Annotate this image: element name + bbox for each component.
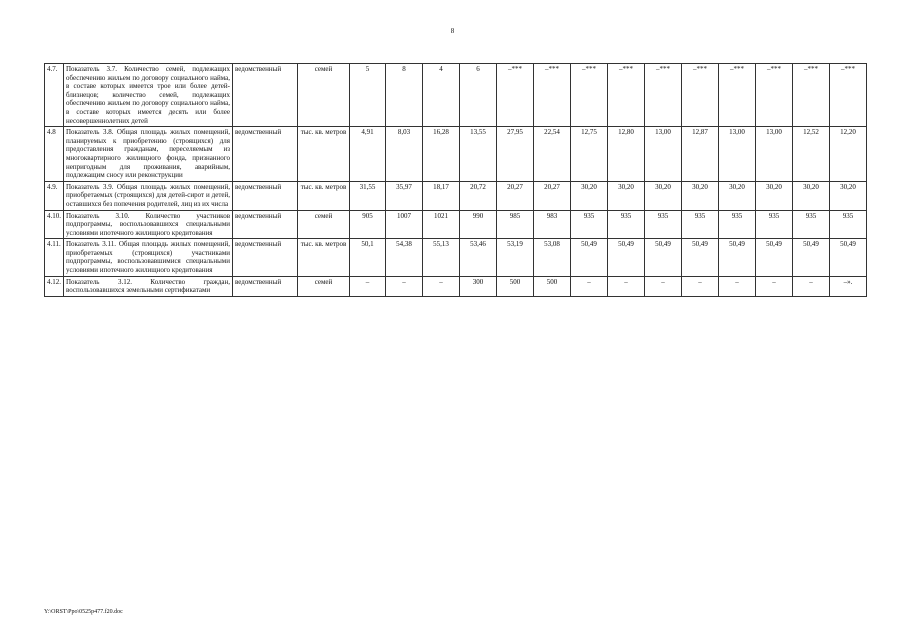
unit-of-measure: тыс. кв. метров	[298, 181, 350, 210]
table-row	[45, 64, 867, 127]
indicators-table	[44, 63, 867, 297]
year-value: –	[350, 276, 386, 296]
year-value: –	[719, 276, 756, 296]
data-source: ведомственный	[233, 64, 298, 127]
year-value: 20,72	[460, 181, 497, 210]
year-value: 13,00	[645, 127, 682, 182]
year-value: 20,27	[497, 181, 534, 210]
year-value: 500	[497, 276, 534, 296]
indicator-description: Показатель 3.11. Общая площадь жилых помещений, приобретаемых (строящихся) участниками подпрограммы, воспользовавшимися специальными условиями ипотечного жилищного кредитования	[64, 239, 233, 276]
year-value: –	[756, 276, 793, 296]
year-value: –***	[497, 64, 534, 127]
table-row	[45, 210, 867, 239]
year-value: 13,55	[460, 127, 497, 182]
year-value: 4,91	[350, 127, 386, 182]
table-row	[45, 239, 867, 276]
year-value: 50,49	[645, 239, 682, 276]
indicator-description: Показатель 3.12. Количество граждан, воспользовавшихся земельными сертификатами	[64, 276, 233, 296]
year-value: 18,17	[423, 181, 460, 210]
table-row	[45, 127, 867, 182]
year-value: 990	[460, 210, 497, 239]
year-value: 13,00	[719, 127, 756, 182]
year-value: –	[423, 276, 460, 296]
year-value: 30,20	[756, 181, 793, 210]
indicator-description: Показатель 3.9. Общая площадь жилых помещений, приобретаемых (строящихся) для детей-сирот и детей, оставшихся без попечения родителей, лиц из их числа	[64, 181, 233, 210]
indicator-description: Показатель 3.8. Общая площадь жилых помещений, планируемых к приобретению (строящихся) для предоставления гражданам, переселяемым из многоквартирного жилищного фонда, признанного непригодным для проживания, аварийным, подлежащим сносу или реконструкции	[64, 127, 233, 182]
year-value: 12,52	[793, 127, 830, 182]
year-value: 50,1	[350, 239, 386, 276]
year-value: 12,20	[830, 127, 867, 182]
year-value: 6	[460, 64, 497, 127]
year-value: –***	[571, 64, 608, 127]
year-value: –».	[830, 276, 867, 296]
year-value: 12,75	[571, 127, 608, 182]
year-value: 22,54	[534, 127, 571, 182]
year-value: 50,49	[682, 239, 719, 276]
unit-of-measure: тыс. кв. метров	[298, 127, 350, 182]
year-value: –	[571, 276, 608, 296]
indicator-description: Показатель 3.10. Количество участников подпрограммы, воспользовавшихся специальными условиями ипотечного жилищного кредитования	[64, 210, 233, 239]
year-value: –	[608, 276, 645, 296]
year-value: 30,20	[830, 181, 867, 210]
year-value: 935	[682, 210, 719, 239]
data-source: ведомственный	[233, 127, 298, 182]
year-value: –	[793, 276, 830, 296]
year-value: 935	[793, 210, 830, 239]
year-value: 16,28	[423, 127, 460, 182]
row-number: 4.9.	[45, 181, 64, 210]
year-value: –***	[645, 64, 682, 127]
year-value: 50,49	[719, 239, 756, 276]
year-value: –	[645, 276, 682, 296]
unit-of-measure: семей	[298, 64, 350, 127]
year-value: 935	[719, 210, 756, 239]
year-value: 35,97	[386, 181, 423, 210]
row-number: 4.7.	[45, 64, 64, 127]
row-number: 4.8	[45, 127, 64, 182]
table-row	[45, 276, 867, 296]
data-source: ведомственный	[233, 239, 298, 276]
data-source: ведомственный	[233, 276, 298, 296]
row-number: 4.10.	[45, 210, 64, 239]
year-value: 8	[386, 64, 423, 127]
year-value: 13,00	[756, 127, 793, 182]
year-value: –***	[682, 64, 719, 127]
year-value: 50,49	[756, 239, 793, 276]
year-value: 54,38	[386, 239, 423, 276]
data-source: ведомственный	[233, 210, 298, 239]
year-value: –***	[534, 64, 571, 127]
year-value: 300	[460, 276, 497, 296]
year-value: 8,03	[386, 127, 423, 182]
year-value: 500	[534, 276, 571, 296]
year-value: 985	[497, 210, 534, 239]
year-value: 1007	[386, 210, 423, 239]
year-value: 55,13	[423, 239, 460, 276]
year-value: 983	[534, 210, 571, 239]
footer-file-path: Y:\ORST\Ppo\0525p477.f20.doc	[44, 609, 123, 615]
year-value: 935	[608, 210, 645, 239]
year-value: 30,20	[793, 181, 830, 210]
year-value: 31,55	[350, 181, 386, 210]
indicator-description: Показатель 3.7. Количество семей, подлежащих обеспечению жильем по договору социального найма, в составе которых имеется трое или более детей-близнецов; количество семей, подлежащих обеспечению жильем по договору социального найма, в составе которых имеется десять или более несовершеннолетних детей	[64, 64, 233, 127]
year-value: 905	[350, 210, 386, 239]
year-value: 30,20	[719, 181, 756, 210]
year-value: 30,20	[645, 181, 682, 210]
year-value: –***	[830, 64, 867, 127]
unit-of-measure: семей	[298, 276, 350, 296]
year-value: 12,87	[682, 127, 719, 182]
year-value: 50,49	[608, 239, 645, 276]
year-value: 27,95	[497, 127, 534, 182]
year-value: 50,49	[830, 239, 867, 276]
year-value: 50,49	[571, 239, 608, 276]
unit-of-measure: тыс. кв. метров	[298, 239, 350, 276]
year-value: –***	[793, 64, 830, 127]
year-value: 53,46	[460, 239, 497, 276]
year-value: 30,20	[682, 181, 719, 210]
year-value: –	[386, 276, 423, 296]
year-value: 4	[423, 64, 460, 127]
year-value: 30,20	[608, 181, 645, 210]
year-value: 50,49	[793, 239, 830, 276]
year-value: –	[682, 276, 719, 296]
year-value: 12,80	[608, 127, 645, 182]
year-value: 30,20	[571, 181, 608, 210]
year-value: 935	[571, 210, 608, 239]
year-value: 1021	[423, 210, 460, 239]
year-value: 5	[350, 64, 386, 127]
year-value: 53,19	[497, 239, 534, 276]
page-number: 8	[450, 27, 455, 35]
data-source: ведомственный	[233, 181, 298, 210]
row-number: 4.12.	[45, 276, 64, 296]
year-value: –***	[719, 64, 756, 127]
year-value: –***	[608, 64, 645, 127]
table-row	[45, 181, 867, 210]
unit-of-measure: семей	[298, 210, 350, 239]
year-value: 935	[645, 210, 682, 239]
year-value: 935	[756, 210, 793, 239]
year-value: 20,27	[534, 181, 571, 210]
year-value: –***	[756, 64, 793, 127]
year-value: 935	[830, 210, 867, 239]
row-number: 4.11.	[45, 239, 64, 276]
year-value: 53,08	[534, 239, 571, 276]
